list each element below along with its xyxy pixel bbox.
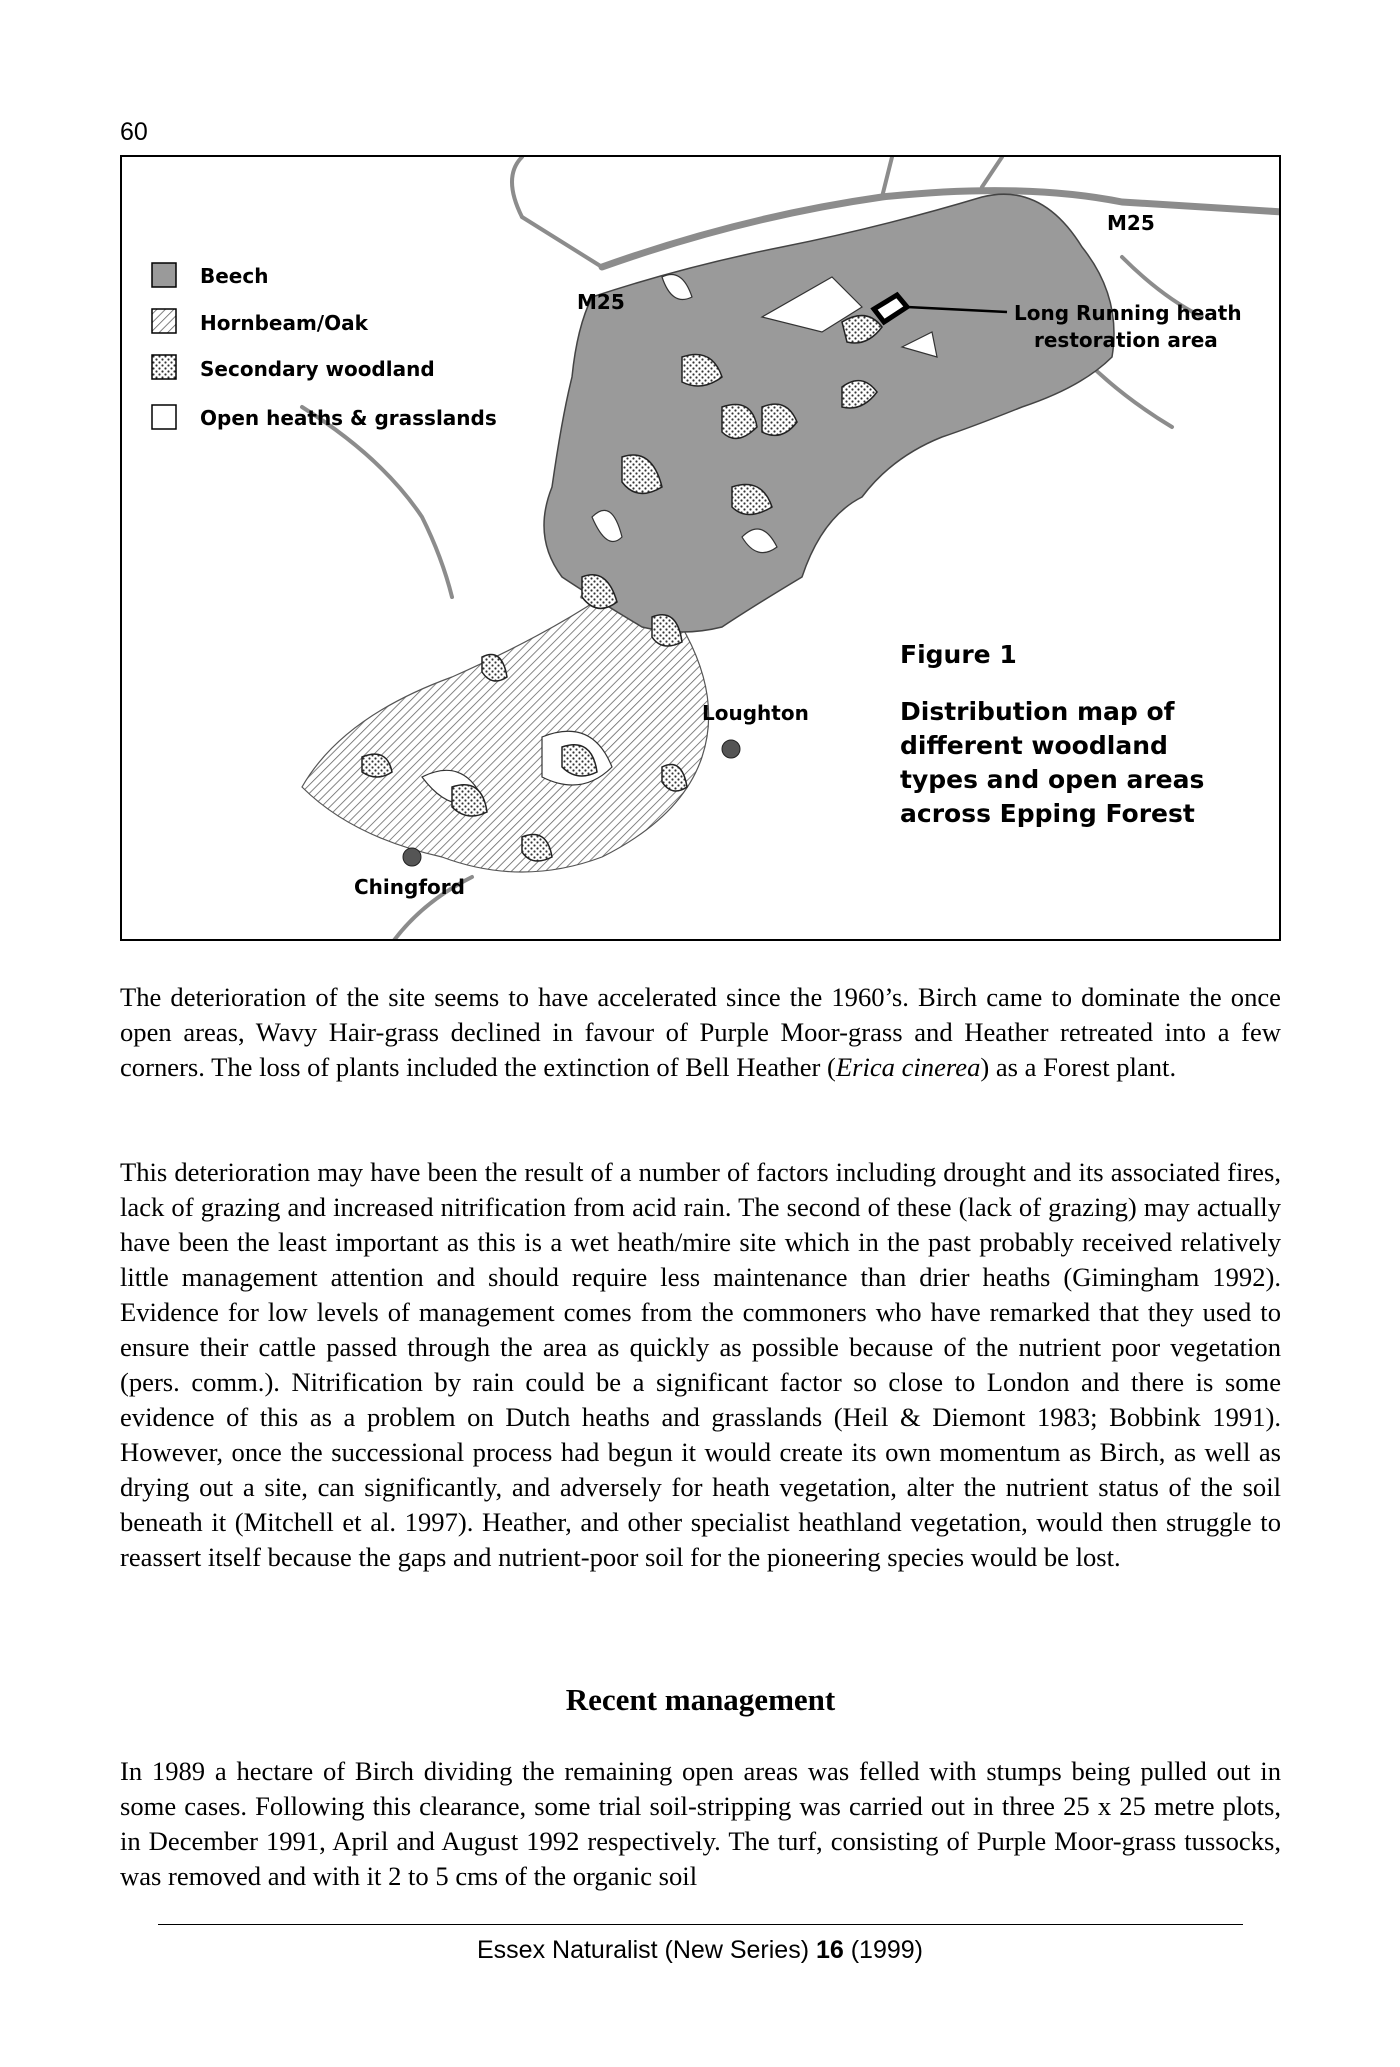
caption-line-2: different woodland bbox=[900, 731, 1168, 760]
footer-year: (1999) bbox=[850, 1936, 923, 1964]
figure-caption bbox=[900, 640, 1204, 828]
legend-secondary-woodland-swatch bbox=[152, 355, 176, 379]
figure-number: Figure 1 bbox=[900, 640, 1017, 669]
label-m25-center: M25 bbox=[577, 290, 625, 314]
caption-line-4: across Epping Forest bbox=[900, 799, 1195, 828]
paragraph-2: This deterioration may have been the result of a number of factors including drought and its associated fires, lack of grazing and increased nitrification from acid rain. The second of these (lack of grazing) may actually have been the least important as this is a wet heath/mire site which in the past probably received relatively little management attention and should require less maintenance than drier heaths (Gimingham 1992). Evidence for low levels of management comes from the commoners who have remarked that they used to ensure their cattle passed through the area as quickly as possible because of the nutrient poor vegetation (pers. comm.). Nitrification by rain could be a significant factor so close to London and there is some evidence of this as a problem on Dutch heaths and grasslands (Heil & Diemont 1983; Bobbink 1991). However, once the successional process had begun it would create its own momentum as Birch, as well as drying out a site, can significantly, and adversely for heath vegetation, alter the nutrient status of the soil beneath it (Mitchell et al. 1997). Heather, and other specialist heathland vegetation, would then struggle to reassert itself because the gaps and nutrient-poor soil for the pioneering species would be lost. bbox=[120, 1157, 1281, 1572]
footer-journal: Essex Naturalist (New Series) bbox=[476, 1936, 810, 1964]
footer-volume: 16 bbox=[815, 1936, 844, 1964]
legend-hornbeam-oak-label: Hornbeam/Oak bbox=[200, 311, 368, 335]
legend-beech-label: Beech bbox=[200, 264, 269, 288]
page-number: 60 bbox=[120, 118, 148, 146]
chingford-dot bbox=[403, 848, 421, 866]
label-chingford: Chingford bbox=[354, 875, 465, 899]
paragraph-1-italic: Erica cinerea bbox=[835, 1052, 981, 1082]
map-legend bbox=[152, 263, 497, 430]
legend-secondary-woodland-label: Secondary woodland bbox=[200, 357, 435, 381]
legend-hornbeam-oak-swatch bbox=[152, 309, 176, 333]
section-heading: Recent management bbox=[565, 1682, 836, 1717]
footer bbox=[0, 1936, 1400, 1965]
paragraph-1 bbox=[120, 980, 1281, 1085]
paragraph-1-text: The deterioration of the site seems to have accelerated since the 1960’s. Birch came to dominate the once open areas, Wavy Hair-grass declined in favour of Purple Moor-grass and Heather retreated into a few corners. The loss of plants included the extinction of Bell Heather ( bbox=[120, 982, 1281, 1082]
caption-line-3: types and open areas bbox=[900, 765, 1205, 794]
legend-open-heaths-label: Open heaths & grasslands bbox=[200, 406, 497, 430]
epping-forest-map bbox=[122, 157, 1281, 941]
caption-line-1: Distribution map of bbox=[900, 697, 1175, 726]
hornbeam-oak-area bbox=[302, 595, 709, 872]
legend-beech-swatch bbox=[152, 263, 176, 287]
figure-1-map bbox=[120, 155, 1281, 941]
label-long-running-line2: restoration area bbox=[1034, 328, 1218, 352]
label-loughton: Loughton bbox=[702, 701, 809, 725]
footer-rule bbox=[158, 1924, 1243, 1925]
paragraph-1-end: ) as a Forest plant. bbox=[980, 1052, 1177, 1082]
loughton-dot bbox=[722, 740, 740, 758]
legend-open-heaths-swatch bbox=[152, 405, 176, 429]
label-m25-top-right: M25 bbox=[1107, 211, 1155, 235]
paragraph-3: In 1989 a hectare of Birch dividing the remaining open areas was felled with stumps being pulled out in some cases. Following this clearance, some trial soil-stripping was carried out in three 25 x 25 metre plots, in December 1991, April and August 1992 respectively. The turf, consisting of Purple Moor-grass tussocks, was removed and with it 2 to 5 cms of the organic soil bbox=[120, 1756, 1281, 1891]
label-long-running-line1: Long Running heath bbox=[1014, 301, 1242, 325]
